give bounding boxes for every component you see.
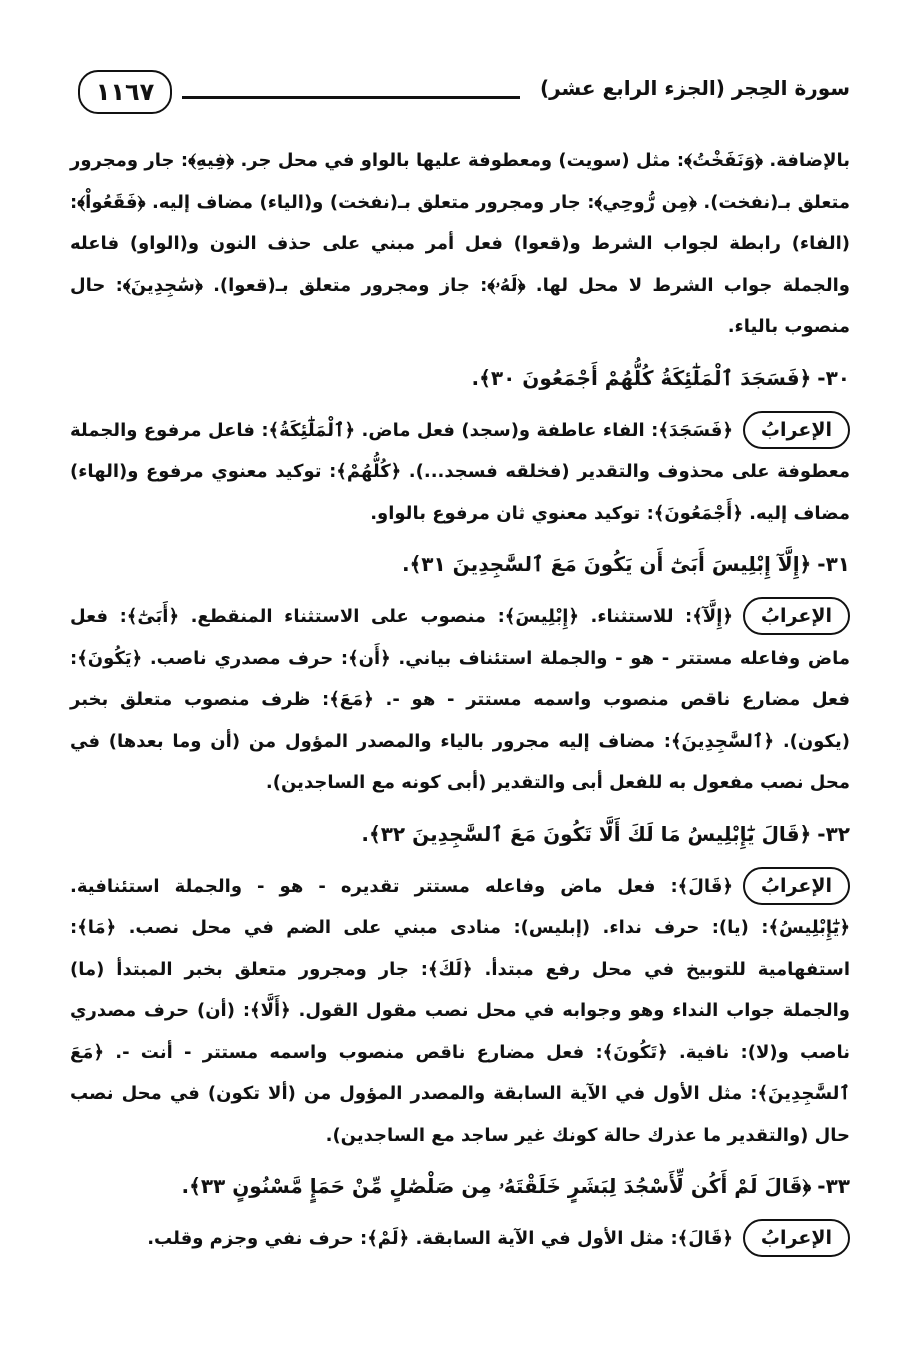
- verse-33: [70, 1164, 850, 1208]
- verse-number: ٣٠-: [817, 365, 850, 390]
- page-number: ١١٦٧: [95, 78, 155, 106]
- header-title: سورة الحِجر (الجزء الرابع عشر): [539, 76, 850, 100]
- section-verse-32: [70, 812, 850, 1157]
- verse-text: ﴿فَسَجَدَ ٱلْمَلَٰٓئِكَةُ كُلُّهُمْ أَجْمَعُونَ ٣٠﴾.: [471, 365, 812, 390]
- page-header: [70, 64, 850, 124]
- verse-number: ٣٢-: [817, 821, 850, 846]
- section-verse-33: [70, 1164, 850, 1260]
- verse-text: ﴿قَالَ يَٰٓإِبْلِيسُ مَا لَكَ أَلَّا تَكُونَ مَعَ ٱلسَّٰجِدِينَ ٣٢﴾.: [361, 821, 812, 846]
- page-number-badge: [78, 70, 172, 114]
- verse-32: [70, 812, 850, 856]
- irab-badge: الإعرابُ: [743, 597, 850, 635]
- irab-paragraph-30: [70, 410, 850, 535]
- verse-text: ﴿إِلَّآ إِبْلِيسَ أَبَىٰٓ أَن يَكُونَ مَعَ ٱلسَّٰجِدِينَ ٣١﴾.: [401, 552, 812, 576]
- header-rule: [182, 96, 520, 99]
- irab-text: ﴿إِلَّآ﴾: للاستثناء. ﴿إِبْلِيسَ﴾: منصوب على الاستثناء المنقطع. ﴿أَبَىٰٓ﴾: فعل ماض وفاعله مستتر - هو - والجملة استئناف بياني. ﴿أَن﴾: حرف مصدري ناصب. ﴿يَكُونَ﴾: فعل مضارع ناقص منصوب واسمه مستتر - هو -. ﴿مَعَ﴾: ظرف منصوب متعلق بخبر (يكون). ﴿ٱلسَّٰجِدِينَ﴾: مضاف إليه مجرور بالياء والمصدر المؤول من (أن وما بعدها) في محل نصب مفعول به للفعل أبى والتقدير (أبى كونه مع الساجدين).: [70, 606, 850, 793]
- section-verse-31: [70, 542, 850, 804]
- verse-number: ٣٣-: [817, 1174, 850, 1198]
- verse-31: [70, 542, 850, 586]
- page-content: [70, 140, 850, 1266]
- irab-text: ﴿فَسَجَدَ﴾: الفاء عاطفة و(سجد) فعل ماض. ﴿ٱلْمَلَٰٓئِكَةُ﴾: فاعل مرفوع والجملة معطوفة على محذوف والتقدير (فخلقه فسجد...). ﴿كُلُّهُمْ﴾: توكيد معنوي مرفوع و(الهاء) مضاف إليه. ﴿أَجْمَعُونَ﴾: توكيد معنوي ثان مرفوع بالواو.: [70, 419, 850, 524]
- irab-paragraph-31: [70, 596, 850, 804]
- verse-30: [70, 356, 850, 400]
- irab-text: ﴿قَالَ﴾: فعل ماض وفاعله مستتر تقديره - هو - والجملة استئنافية. ﴿يَٰٓإِبْلِيسُ﴾: (يا): حرف نداء. (إبليس): منادى مبني على الضم في محل نصب. ﴿مَا﴾: استفهامية للتوبيخ في محل رفع مبتدأ. ﴿لَكَ﴾: جار ومجرور متعلق بخبر المبتدأ (ما) والجملة جواب النداء وهو وجوابه في محل نصب مقول القول. ﴿أَلَّا﴾: (أن) حرف مصدري ناصب و(لا): نافية. ﴿تَكُونَ﴾: فعل مضارع ناقص منصوب واسمه مستتر - أنت -. ﴿مَعَ ٱلسَّٰجِدِينَ﴾: مثل الأول في الآية السابقة والمصدر المؤول من (ألا تكون) في محل نصب حال (والتقدير ما عذرك حالة كونك غير ساجد مع الساجدين).: [70, 875, 850, 1146]
- irab-paragraph-32: [70, 866, 850, 1157]
- irab-text: ﴿قَالَ﴾: مثل الأول في الآية السابقة. ﴿لَمْ﴾: حرف نفي وجزم وقلب.: [147, 1228, 733, 1249]
- irab-badge: الإعرابُ: [743, 867, 850, 905]
- irab-paragraph-33: [70, 1218, 850, 1260]
- verse-text: ﴿قَالَ لَمْ أَكُن لِّأَسْجُدَ لِبَشَرٍ خَلَقْتَهُۥ مِن صَلْصَٰلٍ مِّنْ حَمَإٍ مَّسْنُونٍ ٣٣﴾.: [181, 1174, 812, 1198]
- irab-badge: الإعرابُ: [743, 411, 850, 449]
- verse-number: ٣١-: [817, 552, 850, 576]
- intro-paragraph: بالإضافة. ﴿وَنَفَخْتُ﴾: مثل (سويت) ومعطوفة عليها بالواو في محل جر. ﴿فِيهِ﴾: جار ومجرور متعلق بـ(نفخت). ﴿مِن رُّوحِي﴾: جار ومجرور متعلق بـ(نفخت) و(الياء) مضاف إليه. ﴿فَقَعُواْ﴾: (الفاء) رابطة لجواب الشرط و(قعوا) فعل أمر مبني على حذف النون و(الواو) فاعله والجملة جواب الشرط لا محل لها. ﴿لَهُۥ﴾: جاز ومجرور متعلق بـ(قعوا). ﴿سَٰجِدِينَ﴾: حال منصوب بالياء.: [70, 150, 850, 337]
- irab-badge: الإعرابُ: [743, 1219, 850, 1257]
- section-verse-30: [70, 356, 850, 535]
